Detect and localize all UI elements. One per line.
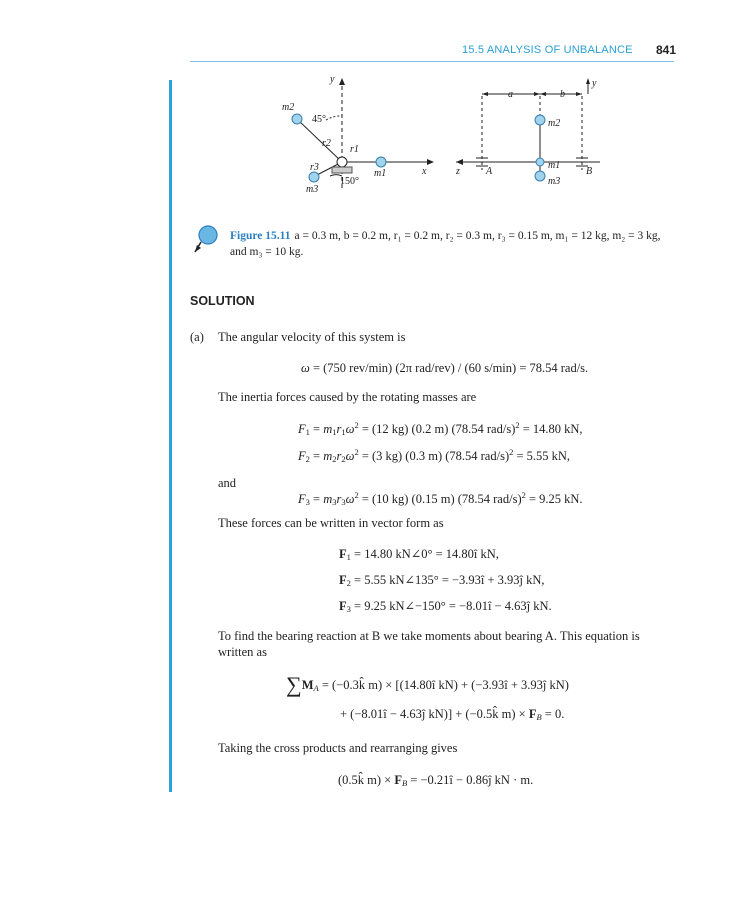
- fig-label-m1: m1: [374, 168, 387, 179]
- fig-label-r3: r3: [310, 162, 319, 173]
- f2-end: = 5.55 kN,: [516, 449, 571, 463]
- sidebar-rule: [169, 80, 172, 792]
- page-number: 841: [656, 43, 677, 57]
- vector-intro: These forces can be written in vector form as: [218, 516, 444, 530]
- moment-line-2: + (−8.01î − 4.63ĵ kN)] + (−0.5k̂ m) ×: [340, 707, 526, 721]
- solution-heading: SOLUTION: [190, 294, 255, 308]
- moment-line-2-end: = 0.: [544, 707, 565, 721]
- running-header: 15.5 ANALYSIS OF UNBALANCE: [462, 44, 633, 56]
- omega-equation: ω = (750 rev/min) (2π rad/rev) / (60 s/min) = 78.54 rad/s.: [301, 361, 589, 375]
- and-word: and: [218, 476, 237, 490]
- fig-label-r1: r1: [350, 144, 359, 155]
- v1-rhs: = 14.80 kN∠0° = 14.80î kN,: [354, 547, 499, 561]
- fig-label-m3-right: m3: [548, 176, 561, 187]
- f1-end: = 14.80 kN,: [522, 422, 583, 436]
- bearing-paragraph: [218, 628, 678, 660]
- fig-label-r2: r2: [322, 138, 331, 149]
- v2-rhs: = 5.55 kN∠135° = −3.93î + 3.93ĵ kN,: [354, 573, 545, 587]
- f2-rhs: = (3 kg) (0.3 m) (78.54 rad/s): [361, 449, 510, 463]
- bearing-text-2: written as: [218, 645, 267, 659]
- fig-label-a: a: [508, 89, 513, 100]
- fig-label-z: z: [456, 166, 460, 177]
- f1-equation: $F_1 = m_1r_1\omega^2 = (12$ kg) (0.2 m) (78.54 rad/s)$^2$ = 14.80 kN,: [298, 420, 583, 437]
- fig-label-y2: y: [592, 78, 597, 89]
- part-marker: (a): [190, 330, 204, 344]
- pin-icon: [193, 224, 219, 254]
- bearing-text-1: To find the bearing reaction at B we take moments about bearing A. This equation is: [218, 629, 640, 643]
- cross-rhs: = −0.21î − 0.86ĵ kN · m.: [410, 773, 534, 787]
- figure-15-11-diagram: [270, 70, 630, 200]
- fig-label-B: B: [586, 166, 593, 177]
- fig-label-y: y: [330, 74, 335, 85]
- f3-rhs: = (10 kg) (0.15 m) (78.54 rad/s): [361, 492, 522, 506]
- cross-intro: Taking the cross products and rearranging gives: [218, 741, 458, 755]
- v3-rhs: = 9.25 kN∠−150° = −8.01î − 4.63ĵ kN.: [354, 599, 552, 613]
- fig-label-150: 150°: [340, 176, 359, 187]
- fig-label-b: b: [560, 89, 565, 100]
- fig-label-45: 45°: [312, 114, 326, 125]
- f3-end: = 9.25 kN.: [528, 492, 583, 506]
- v1-equation: $F_1 = 14.80$ kN∠0° = 14.80î kN,: [339, 547, 499, 562]
- f1-rhs: = (12 kg) (0.2 m) (78.54 rad/s): [361, 422, 516, 436]
- fig-label-A: A: [486, 166, 493, 177]
- f2-equation: $F_2 = m_2r_2\omega^2 = (3$ kg) (0.3 m) (78.54 rad/s)$^2$ = 5.55 kN,: [298, 447, 571, 464]
- omega-rhs: = (750 rev/min) (2π rad/rev) / (60 s/min) = 78.54 rad/s.: [312, 361, 589, 375]
- caption-label: Figure 15.11: [230, 230, 291, 242]
- fig-label-m2-right: m2: [548, 118, 561, 129]
- f3-equation: $F_3 = m_3r_3\omega^2 = (10$ kg) (0.15 m) (78.54 rad/s)$^2$ = 9.25 kN.: [298, 490, 583, 507]
- cross-lhs: (0.5k̂ m) ×: [338, 773, 392, 787]
- fig-label-m3: m3: [306, 184, 319, 195]
- v2-equation: $F_2 = 5.55$ kN∠135° = −3.93î + 3.93ĵ kN,: [339, 573, 545, 588]
- fig-label-m2: m2: [282, 102, 295, 113]
- v3-equation: $F_3 = 9.25$ kN∠−150° = −8.01î − 4.63ĵ kN.: [339, 599, 552, 614]
- cross-equation: (0.5k̂ $m) \times F_B$ = −0.21î − 0.86ĵ kN · m.: [338, 773, 534, 788]
- moment-line-1: = (−0.3k̂ m) × [(14.80î kN) + (−3.93î + 3.93ĵ kN): [321, 678, 569, 692]
- fig-label-m1-right: m1: [548, 160, 561, 171]
- fig-label-x: x: [422, 166, 427, 177]
- omega-intro: The angular velocity of this system is: [218, 330, 406, 344]
- figure-caption: [230, 228, 670, 260]
- moment-equation-line-2: + (−8.01î − 4.63ĵ kN)] + (−0.5k̂ $m) \times F_B = 0$.: [340, 707, 565, 722]
- moment-equation-line-1: $\sum M_A$ = (−0.3k̂ m) × [(14.80î kN) + (−3.93î + 3.93ĵ kN): [286, 672, 569, 697]
- header-rule: [190, 61, 674, 62]
- inertia-intro: The inertia forces caused by the rotating masses are: [218, 390, 477, 404]
- caption-text: a = 0.3 m, b = 0.2 m, r₁ = 0.2 m, r₂ = 0.3 m, r₃ = 0.15 m, m₁ = 12 kg, m₂ = 3 kg, and m₃ = 10 kg.: [230, 230, 661, 258]
